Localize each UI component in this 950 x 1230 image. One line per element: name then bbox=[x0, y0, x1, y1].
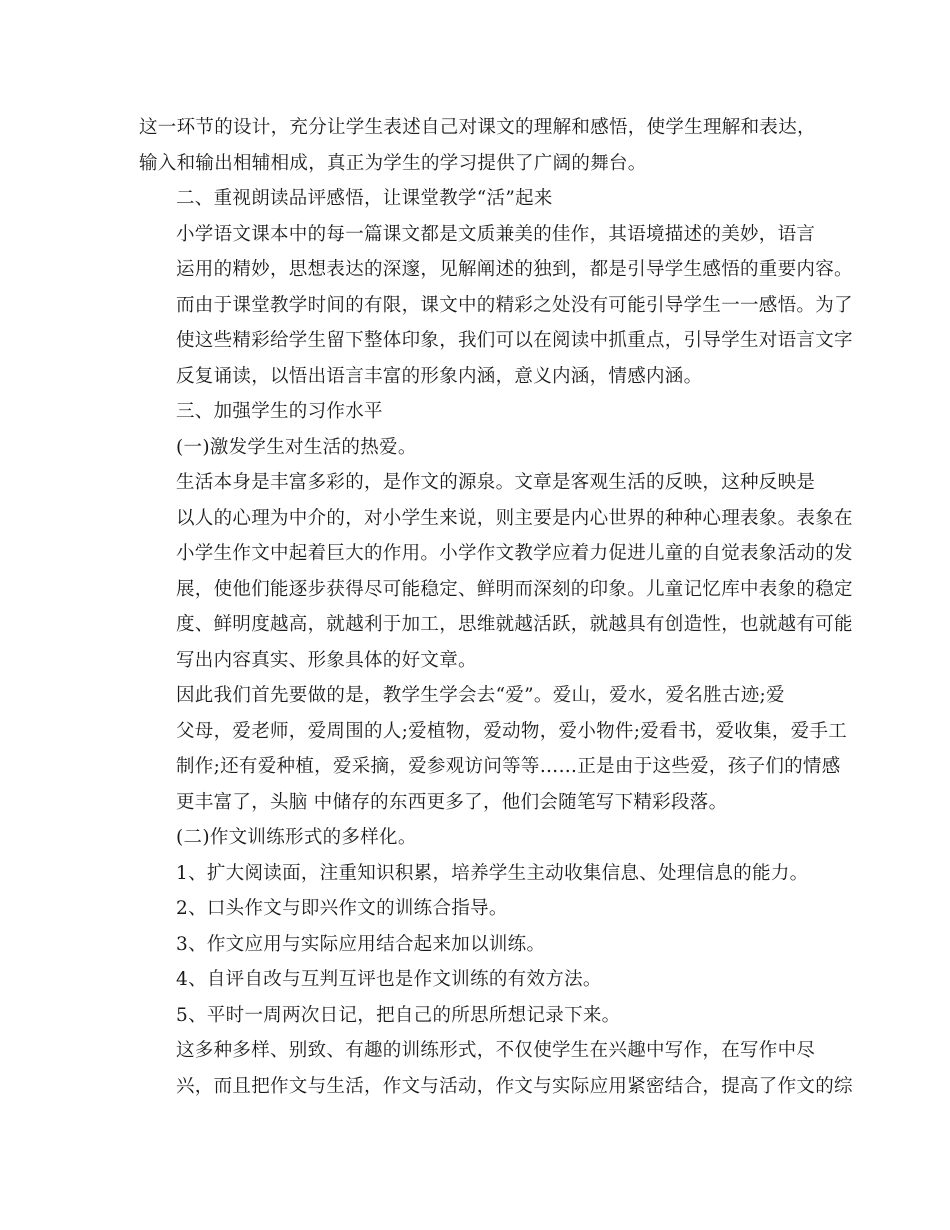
list-item bbox=[139, 891, 819, 927]
paragraph bbox=[139, 217, 853, 395]
text-line: 生活本身是丰富多彩的，是作文的源泉。文章是客观生活的反映，这种反映是 bbox=[176, 472, 816, 493]
text-line: 制作;还有爱种植，爱采摘，爱参观访问等等……正是由于这些爱，孩子们的情感 bbox=[176, 756, 841, 777]
text-line: 4、自评自改与互判互评也是作文训练的有效方法。 bbox=[176, 969, 602, 990]
text-line: 这多种多样、别致、有趣的训练形式，不仅使学生在兴趣中写作，在写作中尽 bbox=[176, 1040, 816, 1061]
text-line: 二、重视朗读品评感悟，让课堂教学“活”起来 bbox=[176, 188, 553, 209]
text-line: (一)激发学生对生活的热爱。 bbox=[176, 436, 417, 458]
paragraph bbox=[139, 465, 853, 678]
document-body bbox=[139, 110, 853, 1104]
text-line: 1、扩大阅读面，注重知识积累，培养学生主动收集信息、处理信息的能力。 bbox=[176, 862, 809, 884]
list-item bbox=[139, 998, 819, 1034]
text-line: 使这些精彩给学生留下整体印象，我们可以在阅读中抓重点，引导学生对语言文字 bbox=[176, 330, 853, 351]
text-line: 三、加强学生的习作水平 bbox=[176, 401, 383, 422]
text-line: 2、口头作文与即兴作文的训练合指导。 bbox=[176, 898, 508, 919]
text-line: 展，使他们能逐步获得尽可能稳定、鲜明而深刻的印象。儿童记忆库中表象的稳定 bbox=[176, 578, 853, 600]
section-heading bbox=[139, 181, 819, 217]
text-line: 3、作文应用与实际应用结合起来加以训练。 bbox=[176, 933, 546, 955]
text-line: 运用的精妙，思想表达的深邃，见解阐述的独到，都是引导学生感悟的重要内容。 bbox=[176, 259, 853, 280]
paragraph bbox=[139, 1033, 853, 1104]
paragraph bbox=[139, 678, 848, 820]
text-line: 写出内容真实、形象具体的好文章。 bbox=[176, 649, 477, 671]
text-line: 小学语文课本中的每一篇课文都是文质兼美的佳作，其语境描述的美妙，语言 bbox=[176, 223, 816, 245]
section-heading bbox=[139, 394, 819, 430]
text-line: 5、平时一周两次日记，把自己的所思所想记录下来。 bbox=[176, 1004, 621, 1026]
text-line: 这一环节的设计，充分让学生表述自己对课文的理解和感悟，使学生理解和表达， bbox=[139, 117, 816, 138]
text-line: 小学生作文中起着巨大的作用。小学作文教学应着力促进儿童的自觉表象活动的发 bbox=[176, 543, 853, 564]
text-line: 度、鲜明度越高，就越利于加工，思维就越活跃，就越具有创造性，也就越有可能 bbox=[176, 614, 853, 635]
list-item bbox=[139, 927, 819, 963]
section-heading bbox=[139, 820, 819, 856]
section-heading bbox=[139, 430, 819, 466]
text-line: 兴，而且把作文与生活，作文与活动，作文与实际应用紧密结合，提高了作文的综 bbox=[176, 1075, 853, 1097]
text-line: 父母，爱老师，爱周围的人;爱植物，爱动物，爱小物件;爱看书，爱收集，爱手工 bbox=[176, 720, 848, 742]
text-line: (二)作文训练形式的多样化。 bbox=[176, 827, 417, 848]
paragraph bbox=[139, 110, 819, 181]
text-line: 更丰富了，头脑 中储存的东西更多了，他们会随笔写下精彩段落。 bbox=[176, 791, 728, 813]
list-item bbox=[139, 856, 819, 892]
list-item bbox=[139, 962, 819, 998]
text-line: 输入和输出相辅相成，真正为学生的学习提供了广阔的舞台。 bbox=[139, 152, 647, 174]
text-line: 以人的心理为中介的，对小学生来说，则主要是内心世界的种种心理表象。表象在 bbox=[176, 507, 853, 529]
text-line: 因此我们首先要做的是，教学生学会去“爱”。爱山，爱水，爱名胜古迹;爱 bbox=[176, 685, 785, 706]
text-line: 反复诵读，以悟出语言丰富的形象内涵，意义内涵，情感内涵。 bbox=[176, 365, 703, 387]
text-line: 而由于课堂教学时间的有限，课文中的精彩之处没有可能引导学生一一感悟。为了 bbox=[176, 294, 853, 316]
